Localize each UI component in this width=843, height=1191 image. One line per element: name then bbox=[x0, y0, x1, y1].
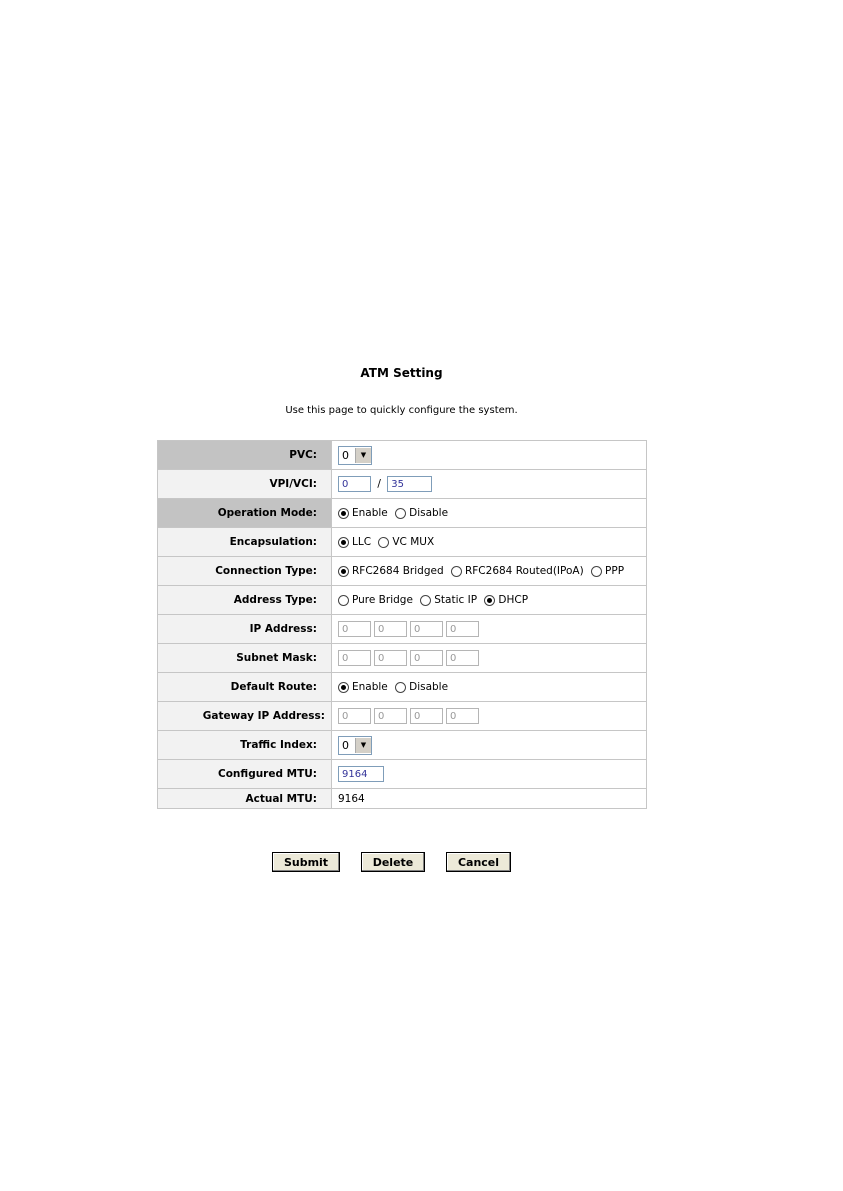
delete-button[interactable]: Delete bbox=[361, 852, 425, 872]
mask-octet-2-input[interactable]: 0 bbox=[374, 650, 407, 666]
row-operation-mode bbox=[158, 499, 647, 528]
row-pvc bbox=[158, 441, 647, 470]
connection-routed-radio[interactable] bbox=[451, 566, 462, 577]
row-vpivci bbox=[158, 470, 647, 499]
configured-mtu-input[interactable]: 9164 bbox=[338, 766, 384, 782]
row-connection-type bbox=[158, 557, 647, 586]
submit-button[interactable]: Submit bbox=[272, 852, 340, 872]
cancel-button[interactable]: Cancel bbox=[446, 852, 511, 872]
encapsulation-llc-radio[interactable] bbox=[338, 537, 349, 548]
default-route-disable-radio[interactable] bbox=[395, 682, 406, 693]
vpivci-separator: / bbox=[377, 478, 381, 490]
row-actual-mtu bbox=[158, 789, 647, 809]
connection-routed-label: RFC2684 Routed(IPoA) bbox=[464, 565, 584, 577]
address-pure-bridge-radio[interactable] bbox=[338, 595, 349, 606]
encapsulation-vcmux-label: VC MUX bbox=[392, 536, 435, 548]
connection-ppp-radio[interactable] bbox=[591, 566, 602, 577]
subnet-mask-label: Subnet Mask: bbox=[158, 644, 332, 673]
address-type-label: Address Type: bbox=[158, 586, 332, 615]
connection-bridged-label: RFC2684 Bridged bbox=[352, 565, 444, 577]
row-gateway bbox=[158, 702, 647, 731]
traffic-index-select-value: 0 bbox=[342, 738, 349, 752]
actual-mtu-value: 9164 bbox=[332, 789, 647, 809]
chevron-down-icon[interactable]: ▼ bbox=[355, 448, 371, 463]
address-dhcp-label: DHCP bbox=[498, 594, 529, 606]
ip-octet-1-input[interactable]: 0 bbox=[338, 621, 371, 637]
gateway-octet-4-input[interactable]: 0 bbox=[446, 708, 479, 724]
operation-mode-enable-label: Enable bbox=[352, 507, 388, 519]
chevron-down-icon[interactable]: ▼ bbox=[355, 738, 371, 753]
row-traffic-index bbox=[158, 731, 647, 760]
address-static-ip-label: Static IP bbox=[434, 594, 478, 606]
pvc-select[interactable] bbox=[338, 446, 372, 465]
mask-octet-4-input[interactable]: 0 bbox=[446, 650, 479, 666]
encapsulation-label: Encapsulation: bbox=[158, 528, 332, 557]
configured-mtu-label: Configured MTU: bbox=[158, 760, 332, 789]
connection-bridged-radio[interactable] bbox=[338, 566, 349, 577]
row-ip-address bbox=[158, 615, 647, 644]
default-route-enable-radio[interactable] bbox=[338, 682, 349, 693]
page-subtitle: Use this page to quickly configure the system. bbox=[285, 405, 518, 416]
mask-octet-3-input[interactable]: 0 bbox=[410, 650, 443, 666]
connection-ppp-label: PPP bbox=[605, 565, 625, 577]
row-encapsulation bbox=[158, 528, 647, 557]
address-dhcp-radio[interactable] bbox=[484, 595, 495, 606]
ip-octet-4-input[interactable]: 0 bbox=[446, 621, 479, 637]
ip-octet-2-input[interactable]: 0 bbox=[374, 621, 407, 637]
encapsulation-vcmux-radio[interactable] bbox=[378, 537, 389, 548]
gateway-label: Gateway IP Address: bbox=[158, 702, 332, 731]
default-route-enable-label: Enable bbox=[352, 681, 388, 693]
mask-octet-1-input[interactable]: 0 bbox=[338, 650, 371, 666]
page-title: ATM Setting bbox=[360, 366, 443, 380]
traffic-index-select[interactable] bbox=[338, 736, 372, 755]
gateway-octet-3-input[interactable]: 0 bbox=[410, 708, 443, 724]
address-static-ip-radio[interactable] bbox=[420, 595, 431, 606]
row-address-type bbox=[158, 586, 647, 615]
pvc-select-value: 0 bbox=[342, 448, 349, 462]
address-pure-bridge-label: Pure Bridge bbox=[352, 594, 413, 606]
connection-type-label: Connection Type: bbox=[158, 557, 332, 586]
operation-mode-enable-radio[interactable] bbox=[338, 508, 349, 519]
vpi-input[interactable]: 0 bbox=[338, 476, 371, 492]
default-route-disable-label: Disable bbox=[409, 681, 449, 693]
actual-mtu-label: Actual MTU: bbox=[158, 789, 332, 809]
atm-settings-table bbox=[157, 440, 647, 809]
row-subnet-mask bbox=[158, 644, 647, 673]
gateway-octet-1-input[interactable]: 0 bbox=[338, 708, 371, 724]
default-route-label: Default Route: bbox=[158, 673, 332, 702]
gateway-octet-2-input[interactable]: 0 bbox=[374, 708, 407, 724]
encapsulation-llc-label: LLC bbox=[352, 536, 372, 548]
vpivci-label: VPI/VCI: bbox=[158, 470, 332, 499]
pvc-label: PVC: bbox=[158, 441, 332, 470]
vci-input[interactable]: 35 bbox=[387, 476, 432, 492]
traffic-index-label: Traffic Index: bbox=[158, 731, 332, 760]
row-configured-mtu bbox=[158, 760, 647, 789]
row-default-route bbox=[158, 673, 647, 702]
operation-mode-disable-radio[interactable] bbox=[395, 508, 406, 519]
ip-octet-3-input[interactable]: 0 bbox=[410, 621, 443, 637]
operation-mode-label: Operation Mode: bbox=[158, 499, 332, 528]
operation-mode-disable-label: Disable bbox=[409, 507, 449, 519]
ip-address-label: IP Address: bbox=[158, 615, 332, 644]
